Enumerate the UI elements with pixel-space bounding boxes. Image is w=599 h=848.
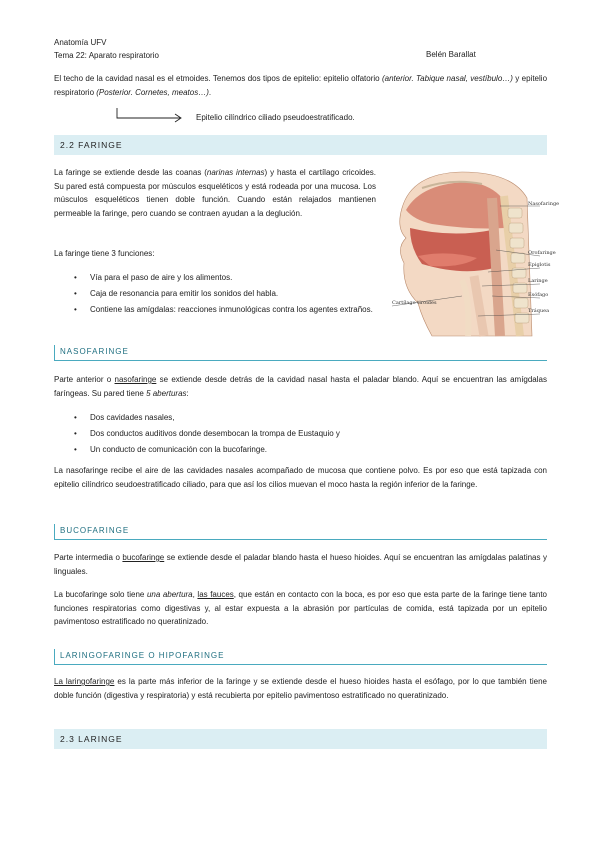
list-item: • Un conducto de comunicación con la bucofaringe.	[74, 443, 494, 456]
figure-label-cartilago-tiroides: Cartílago tiroides	[392, 300, 437, 306]
intro-paragraph: El techo de la cavidad nasal es el etmoides. Tenemos dos tipos de epitelio: epitelio olfatorio (anterior. Tabique nasal, vestíbulo…) y epitelio respiratorio (Posterior. Cornetes, meatos…).	[54, 74, 548, 97]
subsection-heading-bucofaringe: BUCOFARINGE	[54, 524, 547, 540]
header-topic: Tema 22: Aparato respiratorio	[54, 51, 159, 60]
section-heading-laringe: 2.3 LARINGE	[54, 729, 547, 749]
faringe-paragraph-1: La faringe se extiende desde las coanas (narinas internas) y hasta el cartílago cricoides. Su pared está compuesta por músculos esqueléticos y está rodeada por una mucosa. Los músculos esqueléticos tienen doble función. Cuando están relajados mantienen permeable la faringe, pero cuando se contraen ayudan a la deglución.	[54, 168, 376, 218]
laringofaringe-paragraph: La laringofaringe es la parte más inferior de la faringe y se extiende desde el hueso hioides hasta el esófago, por lo que también tiene doble función (digestiva y respiratoria) y está recubierta por epitelio pavimentoso estratificado no queratinizado.	[54, 677, 547, 700]
subsection-heading-nasofaringe: NASOFARINGE	[54, 345, 547, 361]
list-item: • Contiene las amígdalas: reacciones inmunológicas contra los agentes extraños.	[74, 303, 374, 316]
section-heading-faringe: 2.2 FARINGE	[54, 135, 547, 155]
list-item: • Dos conductos auditivos donde desembocan la trompa de Eustaquio y	[74, 427, 494, 440]
nasofaringe-paragraph-2: La nasofaringe recibe el aire de las cavidades nasales acompañado de mucosa que contiene polvo. Es por eso que está tapizada con epitelio cilíndrico seudoestratificado ciliado, para que así los cilios muevan el moco hasta la región inferior de la faringe.	[54, 466, 547, 489]
faringe-function-list	[74, 271, 374, 316]
list-item: • Dos cavidades nasales,	[74, 411, 494, 424]
page-header	[54, 36, 159, 62]
bucofaringe-paragraph-2: La bucofaringe solo tiene una abertura, las fauces, que están en contacto con la boca, es por eso que esta parte de la faringe tiene tanto funciones respiratorias como digestivas y, al estar expuesta a la abrasión por partículas de comida, está tapizada por un epitelio pavimentoso estratificado no queratinizado.	[54, 590, 548, 626]
nasofaringe-openings-list	[74, 411, 494, 456]
figure-label-laringe: Laringe	[528, 278, 548, 284]
bucofaringe-paragraph-1: Parte intermedia o bucofaringe se extiende desde el paladar blando hasta el hueso hioides. Aquí se encuentran las amígdalas palatinas y linguales.	[54, 553, 547, 576]
header-course: Anatomía UFV	[54, 38, 107, 47]
nasofaringe-paragraph-1: Parte anterior o nasofaringe se extiende desde detrás de la cavidad nasal hasta el paladar blando. Aquí se encuentran las amígdalas faríngeas. Su pared tiene 5 aberturas:	[54, 375, 547, 398]
pharynx-anatomy-figure	[392, 168, 560, 336]
list-item: • Vía para el paso de aire y los alimentos.	[74, 271, 374, 284]
figure-label-esofago: Esófago	[528, 292, 549, 298]
figure-label-traquea: Tráquea	[528, 308, 550, 314]
faringe-paragraph-2: La faringe tiene 3 funciones:	[54, 249, 155, 258]
arrow-icon	[54, 108, 184, 126]
figure-label-epiglotis: Epiglotis	[528, 262, 551, 268]
subsection-heading-laringofaringe: LARINGOFARINGE O HIPOFARINGE	[54, 649, 547, 665]
epithelium-note: Epitelio cilíndrico ciliado pseudoestratificado.	[196, 113, 355, 122]
figure-label-nasofaringe: Nasofaringe	[528, 201, 560, 207]
header-author: Belén Barallat	[426, 50, 476, 59]
figure-label-orofaringe: Orofaringe	[528, 250, 556, 256]
list-item: • Caja de resonancia para emitir los sonidos del habla.	[74, 287, 374, 300]
